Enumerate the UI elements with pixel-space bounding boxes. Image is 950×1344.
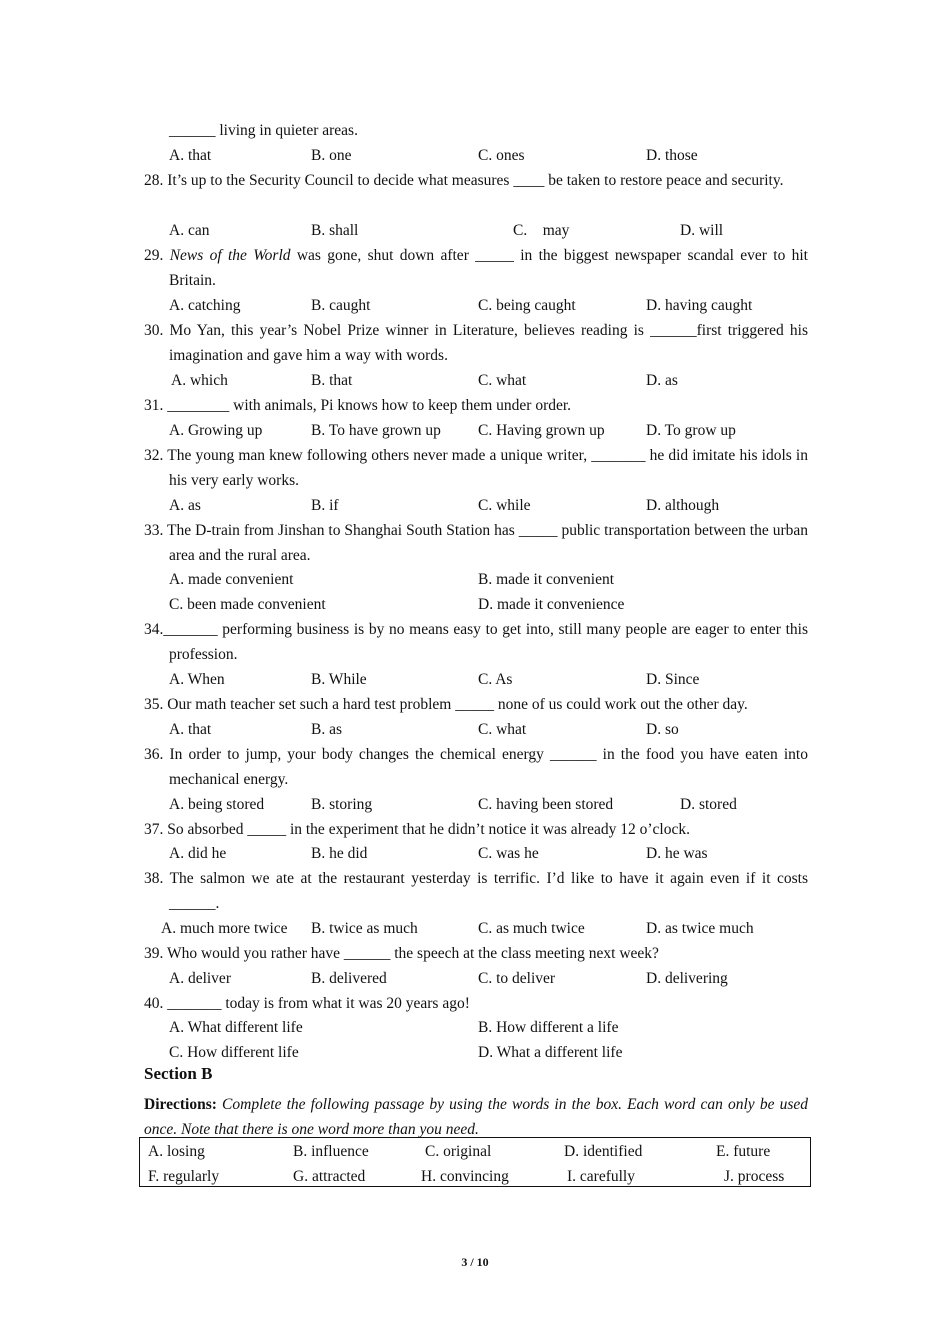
q39-stem: 39. Who would you rather have ______ the speech at the class meeting next week? <box>144 945 659 962</box>
q36-stem: 36. In order to jump, your body changes the chemical energy ______ in the food you have eaten into mechanical energy. <box>144 746 808 788</box>
word-a: A. losing <box>148 1143 205 1160</box>
q34-stem: 34._______ performing business is by no means easy to get into, still many people are eager to enter this profession. <box>144 621 808 663</box>
q28-option-d: D. will <box>680 222 724 239</box>
word-c: C. original <box>425 1143 492 1160</box>
q37-option-d: D. he was <box>646 845 708 862</box>
q27-stem-tail: ______ living in quieter areas. <box>169 122 358 139</box>
q30-option-c: C. what <box>478 372 527 389</box>
word-d: D. identified <box>564 1143 643 1160</box>
section-b-directions <box>144 1092 808 1142</box>
q38-stem: 38. The salmon we ate at the restaurant yesterday is terrific. I’d like to have it again even if it costs ______. <box>144 870 808 912</box>
q38-option-c: C. as much twice <box>478 920 585 937</box>
q31-option-c: C. Having grown up <box>478 422 605 439</box>
q30-option-a: A. which <box>171 372 228 389</box>
q29-option-c: C. being caught <box>478 297 576 314</box>
directions-label: Directions: <box>144 1096 217 1113</box>
q34-option-d: D. Since <box>646 671 700 688</box>
q40-option-c: C. How different life <box>169 1044 299 1061</box>
q29-stem: 29. News of the World was gone, shut down after _____ in the biggest newspaper scandal ever to hit Britain. <box>144 247 808 289</box>
q37-option-a: A. did he <box>169 845 227 862</box>
q38-option-b: B. twice as much <box>311 920 418 937</box>
directions-text: Complete the following passage by using the words in the box. Each word can only be used once. Note that there is one word more than you need. <box>144 1096 808 1138</box>
q37-stem: 37. So absorbed _____ in the experiment that he didn’t notice it was already 12 o’clock. <box>144 821 690 838</box>
q28-stem: 28. It’s up to the Security Council to decide what measures ____ be taken to restore peace and security. <box>144 172 784 189</box>
q28-option-c: C. may <box>513 222 570 239</box>
q40-option-d: D. What a different life <box>478 1044 623 1061</box>
q33-stem: 33. The D-train from Jinshan to Shanghai South Station has _____ public transportation between the urban area and the rural area. <box>144 522 808 564</box>
q35-stem: 35. Our math teacher set such a hard test problem _____ none of us could work out the other day. <box>144 696 748 713</box>
q33-option-c: C. been made convenient <box>169 596 326 613</box>
q40-option-b: B. How different a life <box>478 1019 619 1036</box>
q34-option-b: B. While <box>311 671 367 688</box>
q30-stem: 30. Mo Yan, this year’s Nobel Prize winner in Literature, believes reading is ______first triggered his imagination and gave him a way with words. <box>144 322 808 364</box>
q33-option-d: D. made it convenience <box>478 596 625 613</box>
q32-option-b: B. if <box>311 497 339 514</box>
q33-option-a: A. made convenient <box>169 571 294 588</box>
q34-option-a: A. When <box>169 671 225 688</box>
q31-option-a: A. Growing up <box>169 422 263 439</box>
q39-option-c: C. to deliver <box>478 970 556 987</box>
newspaper-title: News of the World <box>169 247 291 264</box>
q32-stem: 32. The young man knew following others never made a unique writer, _______ he did imitate his idols in his very early works. <box>144 447 808 489</box>
q27-option-a: A. that <box>169 147 212 164</box>
q28-option-b: B. shall <box>311 222 359 239</box>
q27-option-d: D. those <box>646 147 698 164</box>
q29-option-a: A. catching <box>169 297 241 314</box>
word-box <box>139 1137 811 1187</box>
q30-option-b: B. that <box>311 372 353 389</box>
word-b: B. influence <box>293 1143 369 1160</box>
q39-option-d: D. delivering <box>646 970 728 987</box>
q31-option-d: D. To grow up <box>646 422 736 439</box>
q34-option-c: C. As <box>478 671 513 688</box>
q28-option-a: A. can <box>169 222 210 239</box>
q29-option-d: D. having caught <box>646 297 753 314</box>
q27-option-b: B. one <box>311 147 352 164</box>
word-i: I. carefully <box>567 1168 635 1185</box>
q32-option-d: D. although <box>646 497 720 514</box>
q27-option-c: C. ones <box>478 147 525 164</box>
q35-option-c: C. what <box>478 721 527 738</box>
q40-stem: 40. _______ today is from what it was 20 years ago! <box>144 995 470 1012</box>
q32-option-a: A. as <box>169 497 201 514</box>
q37-option-c: C. was he <box>478 845 539 862</box>
q36-option-c: C. having been stored <box>478 796 614 813</box>
q35-option-b: B. as <box>311 721 342 738</box>
q35-option-a: A. that <box>169 721 212 738</box>
q35-option-d: D. so <box>646 721 679 738</box>
q39-option-b: B. delivered <box>311 970 387 987</box>
q32-option-c: C. while <box>478 497 531 514</box>
word-f: F. regularly <box>148 1168 220 1185</box>
section-b-title: Section B <box>144 1064 213 1083</box>
q39-option-a: A. deliver <box>169 970 231 987</box>
q38-option-d: D. as twice much <box>646 920 754 937</box>
word-g: G. attracted <box>293 1168 366 1185</box>
word-j: J. process <box>724 1168 785 1185</box>
q33-option-b: B. made it convenient <box>478 571 615 588</box>
word-e: E. future <box>716 1143 771 1160</box>
q30-option-d: D. as <box>646 372 678 389</box>
q31-option-b: B. To have grown up <box>311 422 441 439</box>
q31-stem: 31. ________ with animals, Pi knows how to keep them under order. <box>144 397 572 414</box>
page-number: 3 / 10 <box>461 1255 489 1269</box>
q36-option-b: B. storing <box>311 796 373 813</box>
q37-option-b: B. he did <box>311 845 368 862</box>
q38-option-a: A. much more twice <box>161 920 288 937</box>
q40-option-a: A. What different life <box>169 1019 303 1036</box>
word-h: H. convincing <box>421 1168 509 1185</box>
q36-option-d: D. stored <box>680 796 737 813</box>
q29-option-b: B. caught <box>311 297 371 314</box>
q36-option-a: A. being stored <box>169 796 265 813</box>
